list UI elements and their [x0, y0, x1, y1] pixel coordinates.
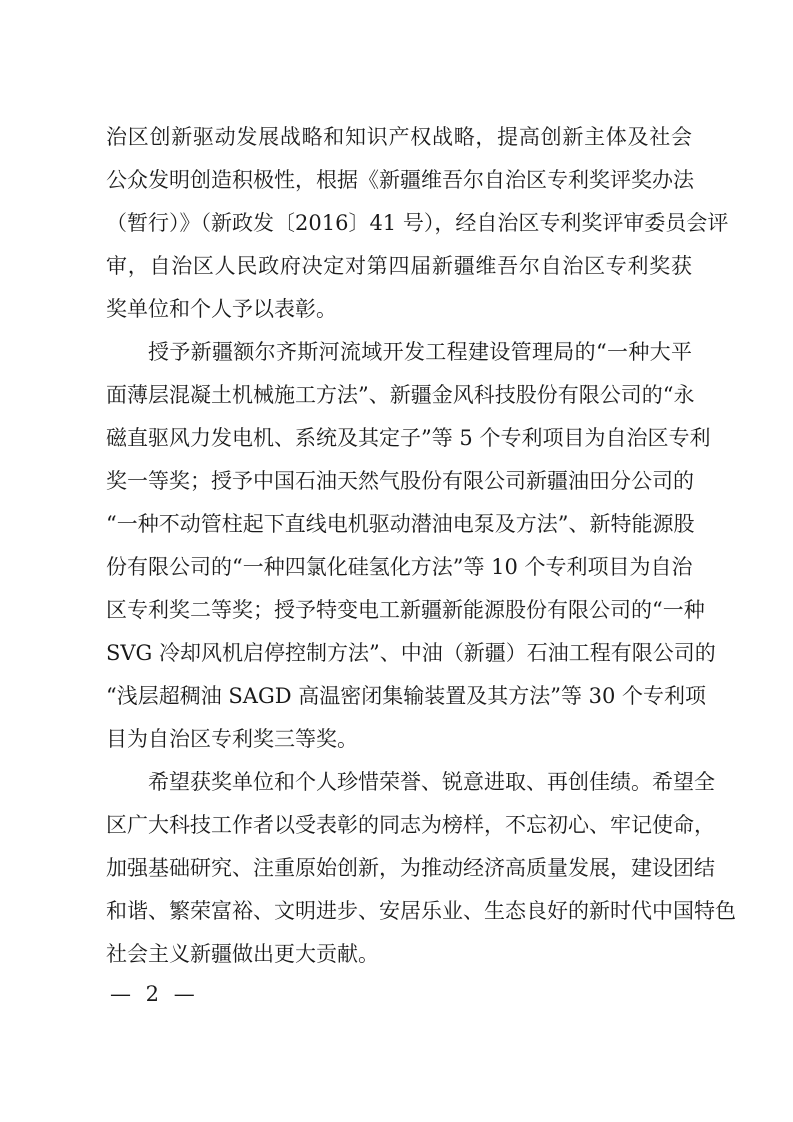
paragraph-2-line-4: 奖一等奖；授予中国石油天然气股份有限公司新疆油田分公司的 — [106, 469, 694, 493]
paragraph-2-line-2: 面薄层混凝土机械施工方法”、新疆金风科技股份有限公司的“永 — [106, 383, 695, 407]
paragraph-3-line-2: 区广大科技工作者以受表彰的同志为榜样，不忘初心、牢记使命， — [106, 813, 715, 837]
paragraph-1-line-2: 公众发明创造积极性，根据《新疆维吾尔自治区专利奖评奖办法 — [106, 168, 694, 192]
paragraph-2-line-1: 授予新疆额尔齐斯河流域开发工程建设管理局的“一种大平 — [148, 340, 692, 364]
paragraph-2-line-9: “浅层超稠油 SAGD 高温密闭集输装置及其方法”等 30 个专利项 — [106, 684, 707, 708]
paragraph-1-line-4: 审，自治区人民政府决定对第四届新疆维吾尔自治区专利奖获 — [106, 254, 692, 278]
paragraph-3-line-1: 希望获奖单位和个人珍惜荣誉、锐意进取、再创佳绩。希望全 — [148, 770, 715, 794]
paragraph-1-line-1: 治区创新驱动发展战略和知识产权战略，提高创新主体及社会 — [106, 125, 692, 149]
paragraph-2-line-8: SVG 冷却风机启停控制方法”、中油（新疆）石油工程有限公司的 — [106, 641, 716, 665]
paragraph-1-line-3: （暂行）》（新政发〔2016〕41 号），经自治区专利奖评审委员会评 — [106, 211, 729, 235]
paragraph-3-line-5: 社会主义新疆做出更大贡献。 — [106, 942, 379, 966]
paragraph-2-line-10: 目为自治区专利奖三等奖。 — [106, 727, 358, 751]
paragraph-3-line-4: 和谐、繁荣富裕、文明进步、安居乐业、生态良好的新时代中国特色 — [106, 899, 736, 923]
paragraph-3-line-3: 加强基础研究、注重原始创新，为推动经济高质量发展，建设团结 — [106, 856, 715, 880]
paragraph-2-line-5: “一种不动管柱起下直线电机驱动潜油电泵及方法”、新特能源股 — [106, 512, 695, 536]
page-number: — 2 — — [110, 982, 199, 1006]
paragraph-2-line-3: 磁直驱风力发电机、系统及其定子”等 5 个专利项目为自治区专利 — [106, 426, 711, 450]
paragraph-1-line-5: 奖单位和个人予以表彰。 — [106, 297, 337, 321]
paragraph-2-line-6: 份有限公司的“一种四氯化硅氢化方法”等 10 个专利项目为自治 — [106, 555, 693, 579]
paragraph-2-line-7: 区专利奖二等奖；授予特变电工新疆新能源股份有限公司的“一种 — [106, 598, 705, 622]
